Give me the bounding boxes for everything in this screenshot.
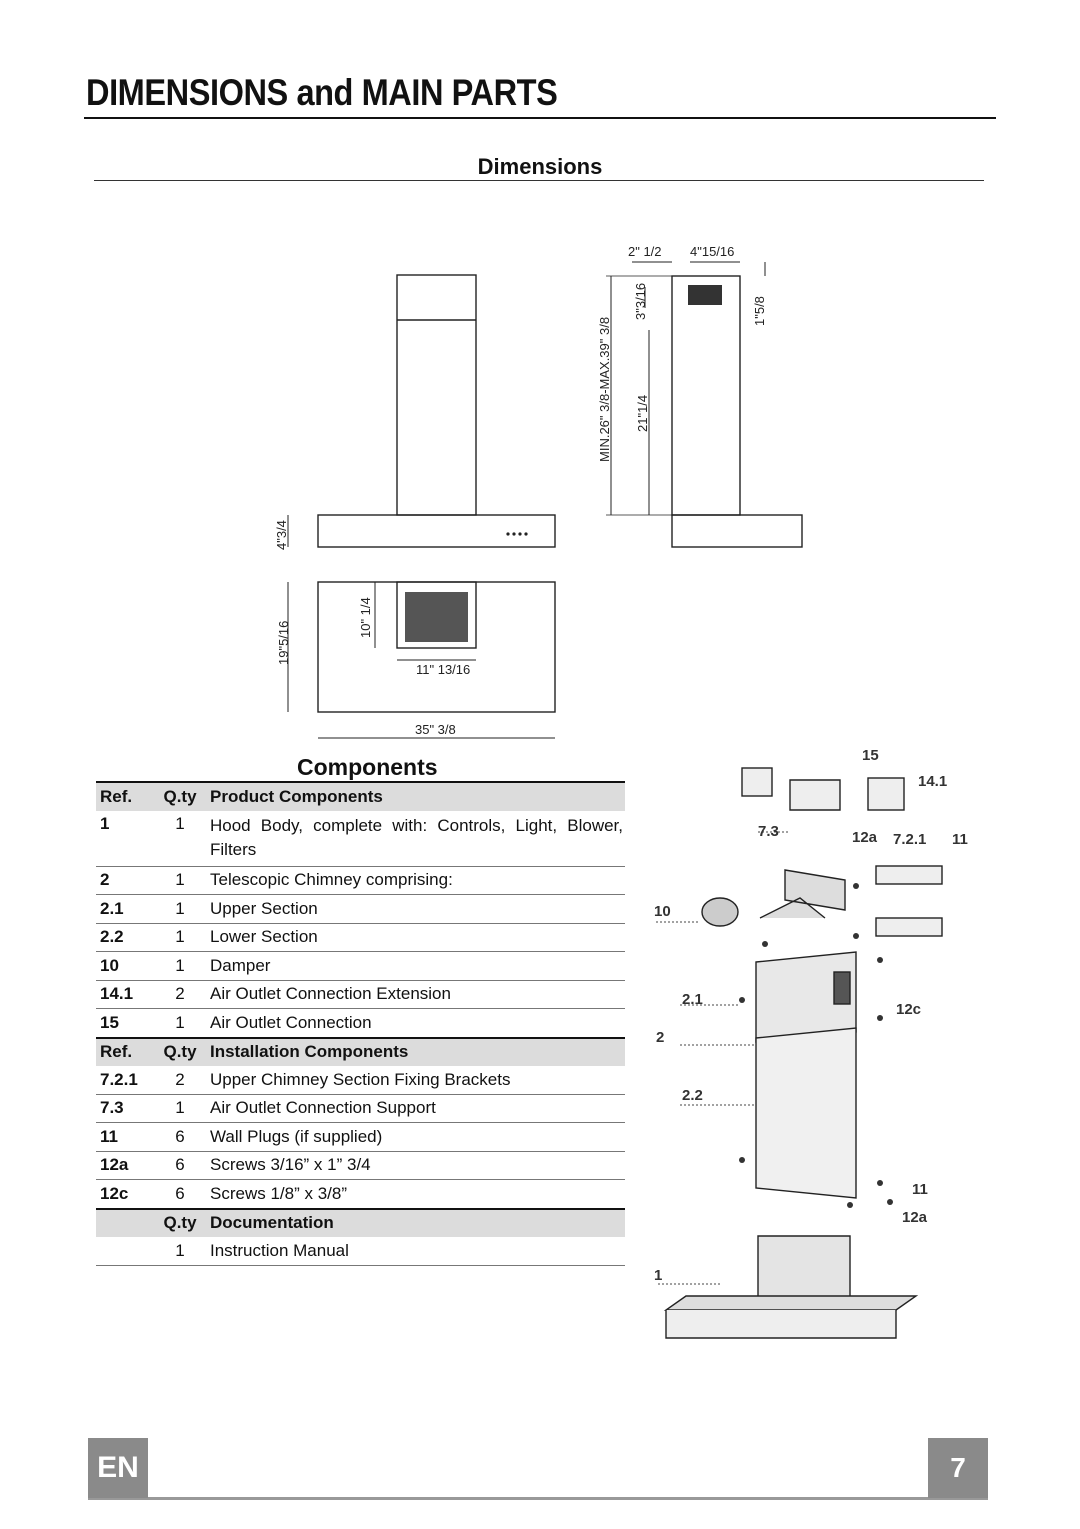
damper — [702, 898, 738, 926]
ref-header-empty — [96, 1209, 154, 1238]
row-desc: Air Outlet Connection — [206, 1009, 625, 1038]
row-ref: 7.2.1 — [96, 1066, 154, 1094]
row-desc: Damper — [206, 952, 625, 981]
ref-header: Ref. — [96, 782, 154, 811]
row-qty: 1 — [154, 952, 206, 981]
dim-top-width: 2" 1/2 — [628, 244, 662, 259]
exploded-view-drawing — [640, 740, 1060, 1380]
label-chimney: 2 — [656, 1029, 665, 1046]
lower-section — [756, 1028, 856, 1198]
label-screw-c: 12c — [896, 1001, 922, 1018]
row-desc: Wall Plugs (if supplied) — [206, 1123, 625, 1152]
row-ref: 7.3 — [96, 1094, 154, 1123]
dim-chimney-depth: 10" 1/4 — [358, 597, 373, 638]
row-qty: 1 — [154, 1009, 206, 1038]
row-desc: Screws 1/8” x 3/8” — [206, 1180, 625, 1209]
documentation-header-row — [96, 1209, 625, 1238]
ref-header: Ref. — [96, 1038, 154, 1067]
table-row — [96, 923, 625, 952]
outlet-connection — [790, 780, 840, 810]
row-qty: 1 — [154, 1237, 206, 1265]
product-header-row — [96, 782, 625, 811]
qty-header: Q.ty — [154, 782, 206, 811]
page-number: 7 — [928, 1438, 988, 1498]
row-desc: Instruction Manual — [206, 1237, 625, 1265]
installation-header-row — [96, 1038, 625, 1067]
row-ref: 2.1 — [96, 895, 154, 924]
hood-canopy — [666, 1296, 916, 1310]
qty-header: Q.ty — [154, 1209, 206, 1238]
label-support: 7.3 — [758, 823, 779, 840]
label-plug-top: 11 — [952, 831, 968, 848]
components-heading: Components — [297, 754, 438, 780]
table-row — [96, 866, 625, 895]
label-plug-bottom: 11 — [912, 1181, 928, 1198]
label-lower-section: 2.2 — [682, 1087, 703, 1104]
table-row — [96, 1066, 625, 1094]
table-row — [96, 1123, 625, 1152]
dim-top-height: 3"3/16 — [633, 282, 648, 320]
row-ref: 12a — [96, 1151, 154, 1180]
label-extension: 14.1 — [918, 773, 948, 790]
installation-header: Installation Components — [206, 1038, 625, 1067]
language-badge: EN — [88, 1438, 148, 1498]
row-qty: 1 — [154, 895, 206, 924]
dim-canopy-height: 4"3/4 — [274, 520, 289, 550]
table-row — [96, 811, 625, 867]
row-desc: Upper Chimney Section Fixing Brackets — [206, 1066, 625, 1094]
row-ref: 15 — [96, 1009, 154, 1038]
label-upper-section: 2.1 — [682, 991, 703, 1008]
label-damper: 10 — [654, 903, 671, 920]
row-desc: Hood Body, complete with: Controls, Light, Blower, Filters — [206, 811, 625, 867]
dim-side-height: 1"5/8 — [752, 296, 767, 326]
side-chimney — [672, 276, 740, 515]
page-title: DIMENSIONS and MAIN PARTS — [86, 72, 558, 113]
row-qty: 2 — [154, 980, 206, 1009]
row-ref: 14.1 — [96, 980, 154, 1009]
row-desc: Screws 3/16” x 1” 3/4 — [206, 1151, 625, 1180]
row-qty: 2 — [154, 1066, 206, 1094]
product-header: Product Components — [206, 782, 625, 811]
row-desc: Air Outlet Connection Extension — [206, 980, 625, 1009]
row-desc: Upper Section — [206, 895, 625, 924]
row-qty: 1 — [154, 923, 206, 952]
row-qty: 6 — [154, 1123, 206, 1152]
label-bracket: 7.2.1 — [893, 831, 927, 848]
dim-chimney-width: 11" 13/16 — [416, 662, 471, 677]
side-canopy — [672, 515, 802, 547]
row-ref: 2.2 — [96, 923, 154, 952]
row-ref: 12c — [96, 1180, 154, 1209]
documentation-header: Documentation — [206, 1209, 625, 1238]
row-qty: 1 — [154, 811, 206, 867]
table-row — [96, 895, 625, 924]
row-ref: 10 — [96, 952, 154, 981]
row-desc: Air Outlet Connection Support — [206, 1094, 625, 1123]
row-qty: 6 — [154, 1180, 206, 1209]
bracket-bottom — [876, 918, 942, 936]
table-row — [96, 980, 625, 1009]
dim-depth: 19"5/16 — [276, 620, 291, 665]
outlet-support — [760, 870, 845, 918]
dimensions-heading: Dimensions — [477, 154, 603, 179]
label-hood: 1 — [654, 1267, 663, 1284]
table-row — [96, 1094, 625, 1123]
table-row — [96, 1151, 625, 1180]
label-screw-a-bottom: 12a — [902, 1209, 928, 1226]
dim-top-offset: 4"15/16 — [690, 244, 735, 259]
label-outlet: 15 — [862, 747, 879, 764]
bracket-top — [876, 866, 942, 884]
table-row — [96, 1237, 625, 1265]
label-screw-a-top: 12a — [852, 829, 878, 846]
row-qty: 6 — [154, 1151, 206, 1180]
row-ref: 2 — [96, 866, 154, 895]
footer-bar — [88, 1497, 988, 1500]
row-qty: 1 — [154, 866, 206, 895]
row-desc: Lower Section — [206, 923, 625, 952]
table-row — [96, 1180, 625, 1209]
qty-header: Q.ty — [154, 1038, 206, 1067]
row-desc: Telescopic Chimney comprising: — [206, 866, 625, 895]
dim-chimney-height: 21"1/4 — [635, 394, 650, 432]
dim-chimney-range: MIN.26" 3/8-MAX.39" 3/8 — [597, 316, 612, 462]
front-chimney — [397, 275, 476, 515]
row-qty: 1 — [154, 1094, 206, 1123]
table-row — [96, 952, 625, 981]
front-canopy — [318, 515, 555, 547]
outlet-extension-right — [868, 778, 904, 810]
row-ref — [96, 1237, 154, 1265]
outlet-extension-left — [742, 768, 772, 796]
dim-total-width: 35" 3/8 — [415, 722, 456, 737]
components-table — [96, 781, 625, 1266]
dimensions-drawing — [0, 0, 1080, 760]
row-ref: 1 — [96, 811, 154, 867]
table-row — [96, 1009, 625, 1038]
row-ref: 11 — [96, 1123, 154, 1152]
